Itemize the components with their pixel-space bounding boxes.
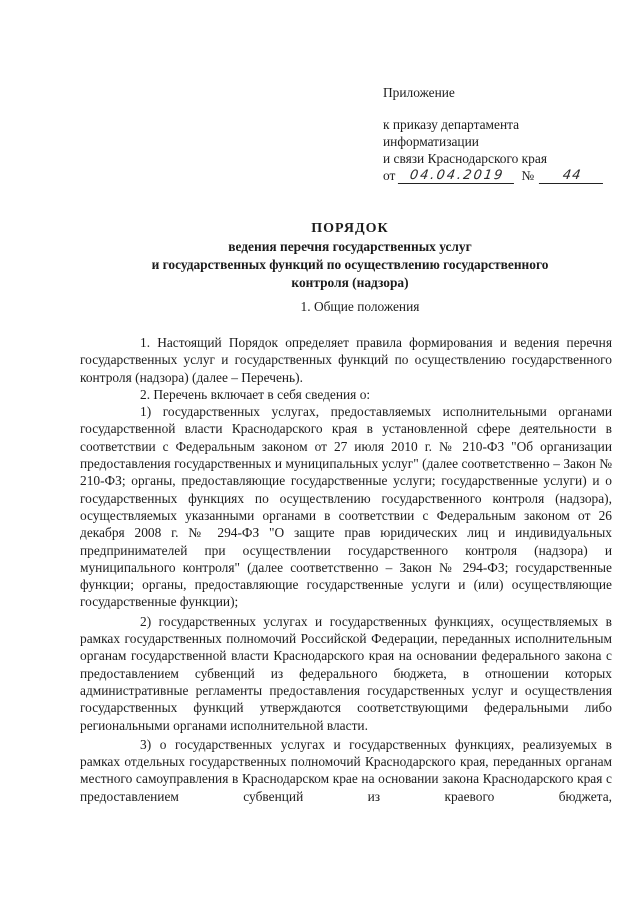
paragraph: 1) государственных услугах, предоставляемых исполнительными органами государственной власти Краснодарского края в установленной сфере деятельности в соответствии с Федеральным законом от 27 июля 2010 г. № 210-ФЗ "Об организации предоставления государственных и муниципальных услуг" (далее соответственно – Закон № 210-ФЗ; органы, предоставляющие государственные услуги; государственные услуги) и о государственных функциях по осуществлению государственного контроля (надзора), осуществляемых указанными органами в соответствии с Федеральным законом от 26 декабря 2008 г. № 294-ФЗ "О защите прав юридических лиц и индивидуальных предпринимателей при осуществлении государственного контроля (надзора) и муниципального контроля" (далее соответственно – Закон № 294-ФЗ; государственные функции; органы, предоставляющие государственные услуги и (или) осуществляющие государственные функции); [80, 404, 612, 610]
section-heading: 1. Общие положения [300, 299, 420, 314]
document-title [80, 220, 620, 292]
handwritten-number: 44 [539, 168, 605, 184]
paragraph: 2. Перечень включает в себя сведения о: [140, 386, 371, 402]
order-line: и связи Краснодарского края [383, 151, 547, 166]
paragraph: 3) о государственных услугах и государственных функциях, реализуемых в рамках отдельных государственных полномочий Краснодарского края, переданных органам местного самоуправления в Краснодарском крае на основании закона Краснодарского края с предоставлением субвенций из краевого бюджета, [80, 736, 612, 804]
title-line: и государственных функций по осуществлению государственного [151, 257, 549, 272]
paragraph: 1. Настоящий Порядок определяет правила формирования и ведения перечня государственных услуг и государственных функций по осуществлению государственного контроля (надзора) (далее – Перечень). [80, 335, 612, 385]
title-line: ведения перечня государственных услуг [228, 239, 472, 254]
title-main: ПОРЯДОК [311, 221, 389, 236]
paragraph: 2) государственных услугах и государственных функциях, осуществляемых в рамках государственных полномочий Российской Федерации, переданных исполнительным органам государственной власти Краснодарского края на основании федерального закона с предоставлением субвенций из федерального бюджета, в отношении которых административные регламенты предоставления государственных услуг и осуществления государственных функций утверждаются соответствующими федеральными либо региональными органами исполнительной власти. [80, 613, 612, 733]
title-line: контроля (надзора) [291, 275, 409, 290]
number-prefix: № [521, 168, 535, 183]
order-date-number-row [383, 167, 604, 184]
appendix-block [383, 84, 604, 184]
appendix-label: Приложение [383, 85, 455, 100]
handwritten-date: 04.04.2019 [398, 168, 516, 184]
order-line: информатизации [383, 134, 479, 149]
order-line: к приказу департамента [383, 117, 520, 132]
date-prefix: от [383, 168, 396, 183]
document-body [80, 334, 612, 805]
